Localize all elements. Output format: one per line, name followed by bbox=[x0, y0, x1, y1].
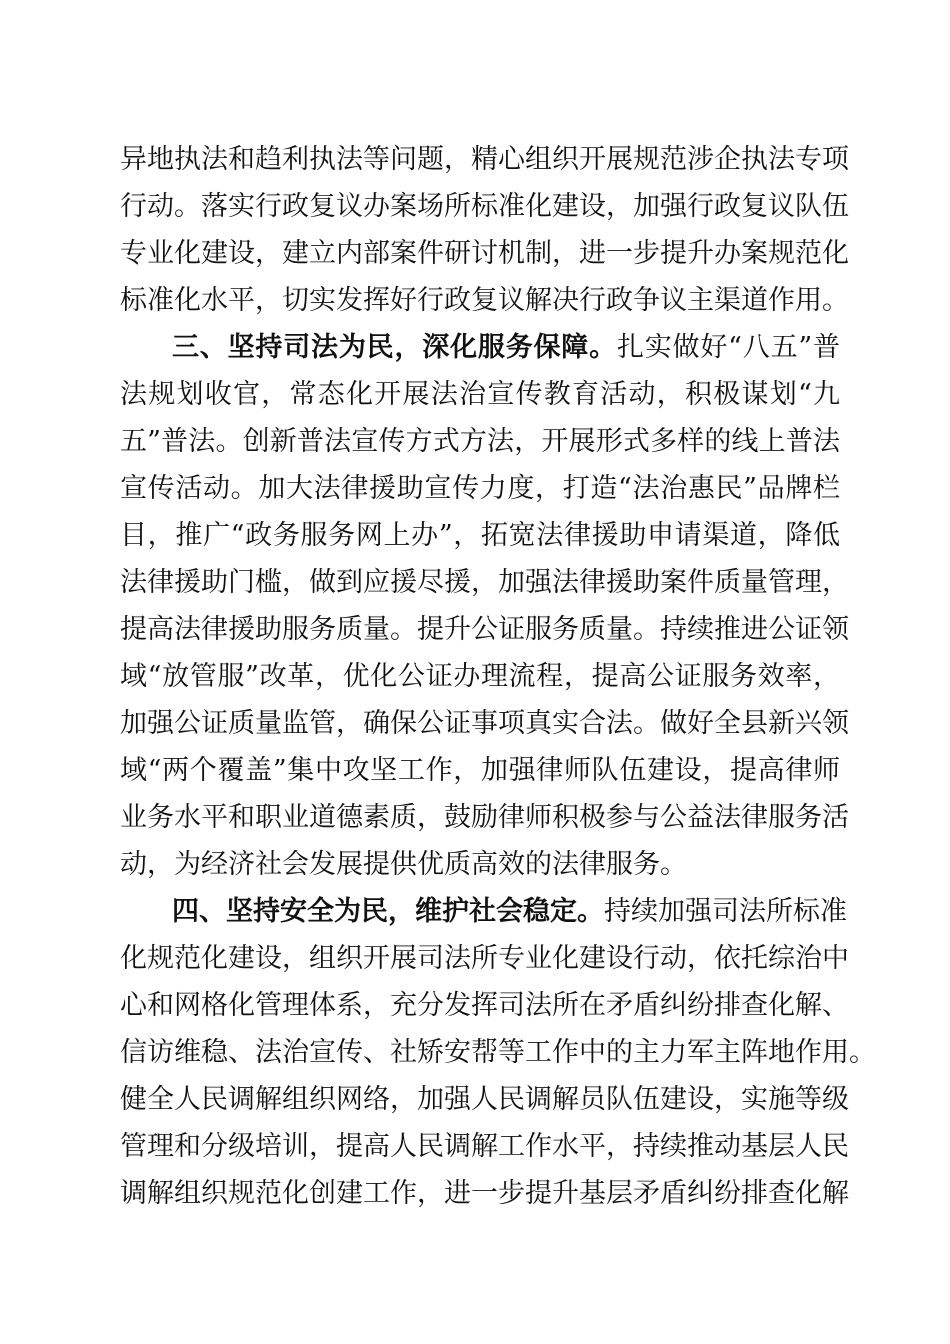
body-text-line: 目，推广“政务服务网上办”，拓宽法律援助申请渠道，降低 bbox=[120, 520, 840, 551]
section-three-first-line-text: 扎实做好“八五”普 bbox=[616, 332, 841, 363]
body-text-line: 动，为经济社会发展提供优质高效的法律服务。 bbox=[120, 849, 687, 880]
body-text-line: 域“放管服”改革，优化公证办理流程，提高公证服务效率， bbox=[120, 661, 840, 692]
section-three-heading: 三、坚持司法为民，深化服务保障。 bbox=[172, 332, 617, 363]
body-text-line: 域“两个覆盖”集中攻坚工作，加强律师队伍建设，提高律师 bbox=[120, 755, 840, 786]
body-text-line: 五”普法。创新普法宣传方式方法，开展形式多样的线上普法 bbox=[120, 426, 840, 457]
body-text-line: 加强公证质量监管，确保公证事项真实合法。做好全县新兴领 bbox=[120, 708, 849, 739]
body-text-line: 异地执法和趋利执法等问题，精心组织开展规范涉企执法专项 bbox=[120, 144, 849, 175]
body-text-line: 管理和分级培训，提高人民调解工作水平，持续推动基层人民 bbox=[120, 1131, 849, 1162]
body-text-line: 健全人民调解组织网络，加强人民调解员队伍建设，实施等级 bbox=[120, 1084, 849, 1115]
body-text-line: 法律援助门槛，做到应援尽援，加强法律援助案件质量管理， bbox=[120, 567, 849, 598]
body-text-line: 宣传活动。加大法律援助宣传力度，打造“法治惠民”品牌栏 bbox=[120, 473, 840, 504]
body-text-line: 业务水平和职业道德素质，鼓励律师积极参与公益法律服务活 bbox=[120, 802, 849, 833]
body-text-line: 法规划收官，常态化开展法治宣传教育活动，积极谋划“九 bbox=[120, 379, 840, 410]
section-four-heading: 四、坚持安全为民，维护社会稳定。 bbox=[172, 896, 604, 927]
section-three-first-line bbox=[172, 328, 840, 368]
section-four-first-line-text: 持续加强司法所标准 bbox=[604, 896, 847, 927]
body-text-line: 行动。落实行政复议办案场所标准化建设，加强行政复议队伍 bbox=[120, 191, 849, 222]
body-text-line: 调解组织规范化创建工作，进一步提升基层矛盾纠纷排查化解 bbox=[120, 1178, 849, 1209]
body-text-line: 标准化水平，切实发挥好行政复议解决行政争议主渠道作用。 bbox=[120, 285, 849, 316]
section-four-first-line bbox=[172, 892, 847, 932]
body-text-line: 信访维稳、法治宣传、社矫安帮等工作中的主力军主阵地作用。 bbox=[120, 1037, 876, 1068]
body-text-line: 专业化建设，建立内部案件研讨机制，进一步提升办案规范化 bbox=[120, 238, 849, 269]
body-text-line: 心和网格化管理体系，充分发挥司法所在矛盾纠纷排查化解、 bbox=[120, 990, 849, 1021]
body-text-line: 提高法律援助服务质量。提升公证服务质量。持续推进公证领 bbox=[120, 614, 849, 645]
body-text-line: 化规范化建设，组织开展司法所专业化建设行动，依托综治中 bbox=[120, 943, 849, 974]
